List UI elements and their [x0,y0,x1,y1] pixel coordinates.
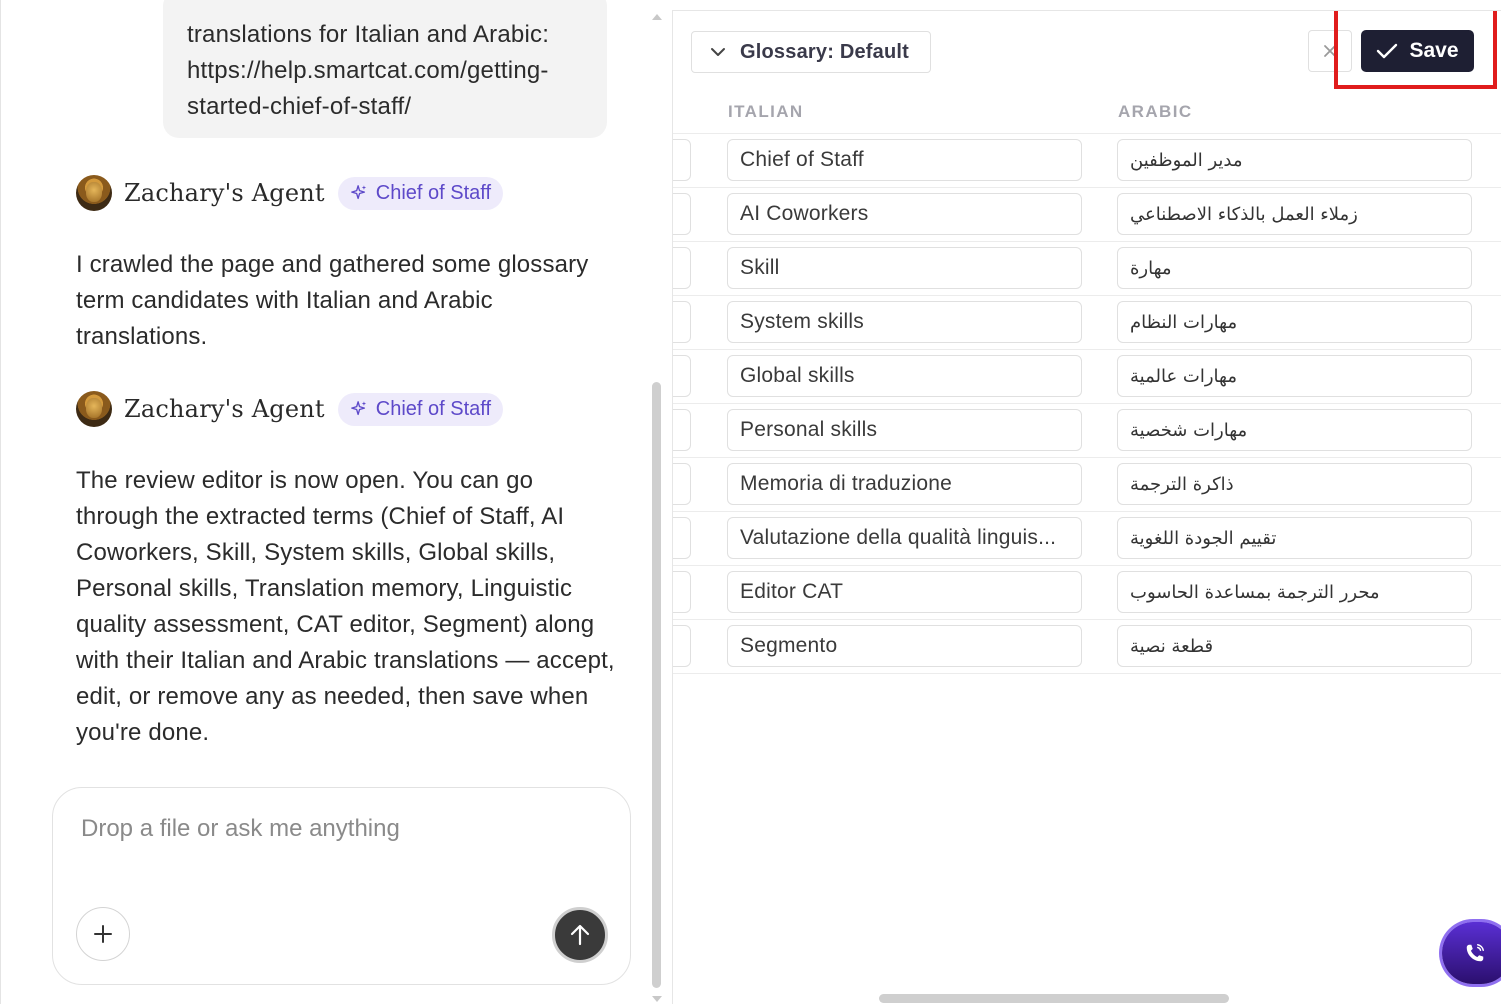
arabic-term-text: محرر الترجمة بمساعدة الحاسوب [1130,581,1380,603]
term-cell-previous-column[interactable] [672,301,691,343]
agent-name: Zachary's Agent [124,179,325,207]
arabic-term-text: زملاء العمل بالذكاء الاصطناعي [1130,203,1358,225]
save-button-label: Save [1409,39,1459,62]
table-row [673,566,1501,620]
arabic-term-field[interactable] [1117,301,1472,343]
user-message-text: translations for Italian and Arabic: https://help.smartcat.com/getting- started-chief-of-staff/ [187,21,550,120]
role-badge-label: Chief of Staff [375,397,492,420]
agent-message-text: I crawled the page and gathered some glossary term candidates with Italian and Arabic translations. [76,251,589,350]
table-row [673,458,1501,512]
column-header-italian: ITALIAN [728,102,804,121]
table-row [673,242,1501,296]
check-icon [1376,42,1398,60]
italian-term-field[interactable]: AI Coworkers [727,193,1082,235]
send-button[interactable] [552,907,608,963]
message-composer [52,787,631,985]
role-badge-label: Chief of Staff [375,181,492,204]
arabic-term-text: مهارات شخصية [1130,419,1248,441]
glossary-review-panel [672,10,1501,1004]
role-badge [338,393,503,426]
glossary-selector[interactable] [691,31,931,73]
column-header-arabic: ARABIC [1118,102,1193,121]
arabic-term-field[interactable] [1117,409,1472,451]
arabic-term-field[interactable] [1117,139,1472,181]
close-icon [1323,44,1337,58]
italian-term-field[interactable]: Global skills [727,355,1082,397]
arabic-term-field[interactable] [1117,463,1472,505]
save-button[interactable] [1361,30,1474,72]
agent-message-text: The review editor is now open. You can go through the extracted terms (Chief of Staff, AI Coworkers, Skill, System skills, Global skills, Personal skills, Translation memory, Linguistic quality assessment, CAT editor, Segment) along with their Italian and Arabic translations — accept, edit, or remove any as needed, then save when you're done. [76,467,615,746]
italian-term-field[interactable]: Segmento [727,625,1082,667]
arabic-term-text: تقييم الجودة اللغوية [1130,527,1277,549]
italian-term-field[interactable]: Skill [727,247,1082,289]
italian-term-field[interactable]: Chief of Staff [727,139,1082,181]
user-message-bubble [163,0,607,138]
term-cell-previous-column[interactable] [672,193,691,235]
arrow-up-icon [569,923,591,947]
italian-term-field[interactable]: System skills [727,301,1082,343]
agent-name: Zachary's Agent [124,395,325,423]
italian-term-field[interactable]: Valutazione della qualità linguis... [727,517,1082,559]
scroll-down-arrow[interactable] [652,996,662,1002]
scroll-up-arrow[interactable] [652,14,662,20]
table-row [673,134,1501,188]
term-cell-previous-column[interactable] [672,463,691,505]
arabic-term-field[interactable] [1117,193,1472,235]
italian-term-field[interactable]: Personal skills [727,409,1082,451]
term-cell-previous-column[interactable] [672,355,691,397]
arabic-term-text: مدير الموظفين [1130,149,1243,171]
role-badge [338,177,503,210]
arabic-term-text: مهارات النظام [1130,311,1238,333]
sparkle-icon [350,400,368,418]
horizontal-scrollbar-thumb[interactable] [879,994,1229,1003]
chevron-down-icon [710,47,726,57]
arabic-term-field[interactable] [1117,625,1472,667]
arabic-term-field[interactable] [1117,355,1472,397]
term-cell-previous-column[interactable] [672,139,691,181]
term-cell-previous-column[interactable] [672,517,691,559]
chat-input[interactable] [79,814,603,844]
arabic-term-field[interactable] [1117,517,1472,559]
agent-message-header [76,173,503,213]
arabic-term-field[interactable] [1117,247,1472,289]
avatar [76,175,112,211]
table-row [673,188,1501,242]
arabic-term-text: قطعة نصية [1130,635,1214,657]
close-button[interactable] [1308,30,1352,72]
table-row [673,350,1501,404]
plus-icon [93,924,113,944]
sparkle-icon [350,184,368,202]
arabic-term-text: مهارات عالمية [1130,365,1237,387]
arabic-term-text: ذاكرة الترجمة [1130,473,1234,495]
table-row [673,296,1501,350]
table-row [673,404,1501,458]
table-row [673,512,1501,566]
agent-message-header [76,389,503,429]
phone-icon [1464,942,1486,964]
italian-term-field[interactable]: Memoria di traduzione [727,463,1082,505]
add-attachment-button[interactable] [76,907,130,961]
term-cell-previous-column[interactable] [672,625,691,667]
call-widget-button[interactable] [1442,922,1501,984]
arabic-term-field[interactable] [1117,571,1472,613]
term-cell-previous-column[interactable] [672,247,691,289]
arabic-term-text: مهارة [1130,257,1172,279]
chat-scrollbar-thumb[interactable] [652,382,661,988]
term-cell-previous-column[interactable] [672,409,691,451]
chat-panel [0,0,668,1004]
glossary-selector-label: Glossary: Default [740,40,910,63]
avatar [76,391,112,427]
term-cell-previous-column[interactable] [672,571,691,613]
italian-term-field[interactable]: Editor CAT [727,571,1082,613]
table-row [673,620,1501,674]
